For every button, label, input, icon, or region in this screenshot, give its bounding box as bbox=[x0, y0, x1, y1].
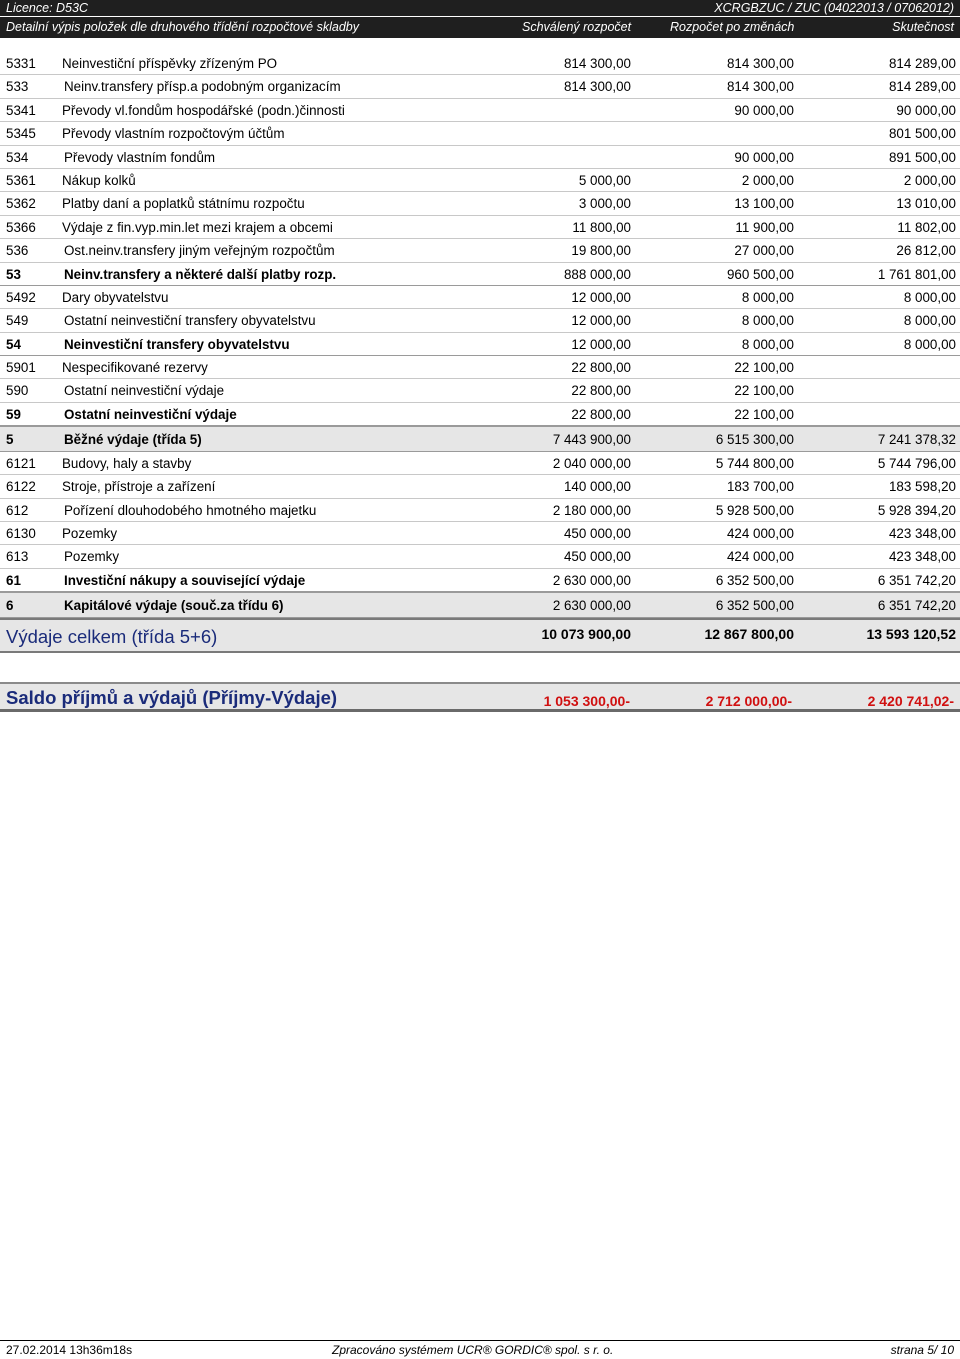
table-row bbox=[0, 239, 960, 262]
row-actual: 891 500,00 bbox=[888, 149, 956, 165]
row-after-changes: 22 100,00 bbox=[734, 406, 794, 422]
row-approved: 814 300,00 bbox=[563, 56, 631, 71]
row-name: Převody vlastním rozpočtovým účtům bbox=[62, 126, 285, 142]
row-name: Výdaje z fin.vyp.min.let mezi krajem a obcemi bbox=[62, 219, 333, 235]
row-name: Pozemky bbox=[62, 525, 118, 541]
row-after-changes: 27 000,00 bbox=[734, 243, 794, 259]
row-name: Pořízení dlouhodobého hmotného majetku bbox=[64, 502, 317, 518]
row-name: Neinv.transfery a některé další platby rozp. bbox=[64, 266, 337, 282]
row-actual: 8 000,00 bbox=[903, 336, 956, 352]
row-after-changes: 6 352 500,00 bbox=[715, 572, 794, 588]
row-approved: 11 800,00 bbox=[572, 219, 631, 235]
row-code: 5345 bbox=[6, 126, 36, 142]
row-code: 5341 bbox=[6, 102, 36, 118]
table-row bbox=[0, 426, 960, 452]
table-row bbox=[0, 263, 960, 286]
row-actual: 5 928 394,20 bbox=[877, 502, 956, 518]
table-row bbox=[0, 75, 960, 98]
saldo-approved: 1 053 300,00- bbox=[543, 693, 630, 709]
row-actual: 183 598,20 bbox=[888, 479, 956, 495]
row-actual: 1 761 801,00 bbox=[877, 266, 956, 282]
row-actual: 7 241 378,32 bbox=[877, 432, 956, 448]
table-row bbox=[0, 452, 960, 475]
footer-datetime: 27.02.2014 13h36m18s bbox=[6, 1343, 133, 1357]
row-name: Investiční nákupy a související výdaje bbox=[64, 572, 306, 588]
row-name: Ostatní neinvestiční transfery obyvatelstvu bbox=[64, 313, 316, 329]
table-row bbox=[0, 122, 960, 145]
column-header-after-changes: Rozpočet po změnách bbox=[670, 20, 795, 34]
row-name: Stroje, přístroje a zařízení bbox=[62, 479, 216, 495]
row-after-changes: 814 300,00 bbox=[726, 56, 794, 71]
total-approved: 10 073 900,00 bbox=[541, 625, 631, 642]
row-code: 5362 bbox=[6, 196, 36, 212]
row-code: 5901 bbox=[6, 360, 36, 376]
row-after-changes: 6 515 300,00 bbox=[715, 432, 794, 448]
table-row bbox=[0, 475, 960, 498]
row-after-changes: 183 700,00 bbox=[726, 479, 794, 495]
row-code: 536 bbox=[6, 243, 29, 259]
row-after-changes: 8 000,00 bbox=[741, 289, 794, 305]
row-code: 612 bbox=[6, 502, 29, 518]
row-name: Ost.neinv.transfery jiným veřejným rozpočtům bbox=[64, 243, 335, 259]
row-actual: 8 000,00 bbox=[903, 313, 956, 329]
row-approved: 12 000,00 bbox=[571, 336, 631, 352]
row-code: 5492 bbox=[6, 289, 36, 305]
footer-page-number: strana 5/ 10 bbox=[890, 1343, 954, 1357]
row-name: Ostatní neinvestiční výdaje bbox=[64, 406, 237, 422]
table-row bbox=[0, 333, 960, 356]
row-code: 6121 bbox=[6, 455, 36, 471]
row-approved: 814 300,00 bbox=[563, 79, 631, 95]
table-row bbox=[0, 356, 960, 379]
table-row bbox=[0, 522, 960, 545]
row-name: Pozemky bbox=[64, 549, 120, 565]
row-approved: 22 800,00 bbox=[571, 360, 631, 376]
row-actual: 5 744 796,00 bbox=[877, 455, 956, 471]
row-approved: 450 000,00 bbox=[563, 549, 631, 565]
row-code: 5361 bbox=[6, 172, 36, 188]
row-actual: 814 289,00 bbox=[888, 79, 956, 95]
row-after-changes: 8 000,00 bbox=[741, 336, 794, 352]
row-code: 613 bbox=[6, 549, 29, 565]
report-title: Detailní výpis položek dle druhového třídění rozpočtové skladby bbox=[6, 20, 359, 34]
row-code: 6 bbox=[6, 598, 14, 614]
row-name: Převody vlastním fondům bbox=[64, 149, 216, 165]
row-name: Ostatní neinvestiční výdaje bbox=[64, 383, 225, 399]
saldo-after-changes: 2 712 000,00- bbox=[705, 693, 792, 709]
table-row bbox=[0, 99, 960, 122]
table-row bbox=[0, 545, 960, 568]
row-approved: 7 443 900,00 bbox=[552, 432, 631, 448]
row-actual: 8 000,00 bbox=[903, 289, 956, 305]
budget-table bbox=[0, 52, 960, 653]
table-row bbox=[0, 216, 960, 239]
row-actual: 90 000,00 bbox=[896, 102, 956, 118]
table-row bbox=[0, 169, 960, 192]
row-approved: 3 000,00 bbox=[578, 196, 631, 212]
row-actual: 423 348,00 bbox=[888, 525, 956, 541]
row-code: 6130 bbox=[6, 525, 36, 541]
row-code: 54 bbox=[6, 336, 21, 352]
row-code: 590 bbox=[6, 383, 29, 399]
table-row bbox=[0, 379, 960, 402]
row-actual: 6 351 742,20 bbox=[877, 598, 956, 614]
total-actual: 13 593 120,52 bbox=[866, 625, 956, 642]
table-row bbox=[0, 52, 960, 75]
row-name: Budovy, haly a stavby bbox=[62, 455, 192, 471]
saldo-label: Saldo příjmů a výdajů (Příjmy-Výdaje) bbox=[6, 687, 338, 708]
row-code: 59 bbox=[6, 406, 21, 422]
row-approved: 22 800,00 bbox=[571, 406, 631, 422]
row-code: 5366 bbox=[6, 219, 36, 235]
table-row bbox=[0, 592, 960, 618]
row-name: Neinvestiční transfery obyvatelstvu bbox=[64, 336, 290, 352]
report-code: XCRGBZUC / ZUC (04022013 / 07062012) bbox=[714, 1, 954, 15]
row-name: Běžné výdaje (třída 5) bbox=[64, 432, 202, 448]
row-code: 61 bbox=[6, 572, 21, 588]
row-name: Dary obyvatelstvu bbox=[62, 289, 169, 305]
row-code: 5331 bbox=[6, 56, 36, 71]
row-after-changes: 2 000,00 bbox=[741, 172, 794, 188]
row-name: Nespecifikované rezervy bbox=[62, 360, 208, 376]
row-approved: 2 630 000,00 bbox=[552, 572, 631, 588]
row-code: 534 bbox=[6, 149, 29, 165]
column-header-actual: Skutečnost bbox=[892, 20, 954, 34]
row-actual: 11 802,00 bbox=[897, 219, 956, 235]
row-name: Převody vl.fondům hospodářské (podn.)činnosti bbox=[62, 102, 345, 118]
page-footer bbox=[0, 1340, 960, 1359]
row-actual: 26 812,00 bbox=[896, 243, 956, 259]
row-approved: 140 000,00 bbox=[563, 479, 631, 495]
row-after-changes: 13 100,00 bbox=[734, 196, 794, 212]
row-after-changes: 11 900,00 bbox=[735, 219, 794, 235]
row-approved: 888 000,00 bbox=[563, 266, 631, 282]
row-approved: 2 040 000,00 bbox=[552, 455, 631, 471]
row-actual: 801 500,00 bbox=[888, 126, 956, 142]
total-after-changes: 12 867 800,00 bbox=[704, 625, 794, 642]
row-after-changes: 960 500,00 bbox=[726, 266, 794, 282]
row-after-changes: 8 000,00 bbox=[741, 313, 794, 329]
table-row bbox=[0, 146, 960, 169]
total-label: Výdaje celkem (třída 5+6) bbox=[6, 625, 218, 647]
row-approved: 22 800,00 bbox=[571, 383, 631, 399]
row-after-changes: 22 100,00 bbox=[734, 360, 794, 376]
row-name: Kapitálové výdaje (souč.za třídu 6) bbox=[64, 598, 284, 614]
row-approved: 450 000,00 bbox=[563, 525, 631, 541]
row-after-changes: 90 000,00 bbox=[734, 102, 794, 118]
row-code: 6122 bbox=[6, 479, 36, 495]
row-code: 549 bbox=[6, 313, 29, 329]
saldo-row bbox=[0, 682, 960, 712]
row-actual: 423 348,00 bbox=[888, 549, 956, 565]
row-name: Platby daní a poplatků státnímu rozpočtu bbox=[62, 196, 305, 212]
row-approved: 12 000,00 bbox=[571, 313, 631, 329]
table-row bbox=[0, 499, 960, 522]
row-name: Neinv.transfery přísp.a podobným organizacím bbox=[64, 79, 341, 95]
row-approved: 19 800,00 bbox=[571, 243, 631, 259]
row-approved: 2 630 000,00 bbox=[552, 598, 631, 614]
row-actual: 13 010,00 bbox=[896, 196, 956, 212]
license-label: Licence: D53C bbox=[6, 1, 88, 15]
row-actual: 814 289,00 bbox=[888, 56, 956, 71]
row-after-changes: 5 928 500,00 bbox=[715, 502, 794, 518]
total-expenditure-row bbox=[0, 618, 960, 653]
row-approved: 5 000,00 bbox=[578, 172, 631, 188]
table-row bbox=[0, 192, 960, 215]
row-code: 5 bbox=[6, 432, 14, 448]
table-row bbox=[0, 286, 960, 309]
row-code: 53 bbox=[6, 266, 21, 282]
table-row bbox=[0, 569, 960, 592]
row-approved: 12 000,00 bbox=[571, 289, 631, 305]
report-header-top bbox=[0, 0, 960, 17]
row-after-changes: 814 300,00 bbox=[726, 79, 794, 95]
row-actual: 6 351 742,20 bbox=[877, 572, 956, 588]
row-after-changes: 424 000,00 bbox=[726, 525, 794, 541]
row-actual: 2 000,00 bbox=[903, 172, 956, 188]
row-after-changes: 424 000,00 bbox=[726, 549, 794, 565]
column-header-approved: Schválený rozpočet bbox=[522, 20, 632, 34]
row-code: 533 bbox=[6, 79, 29, 95]
report-header-columns bbox=[0, 17, 960, 38]
row-after-changes: 6 352 500,00 bbox=[715, 598, 794, 614]
row-after-changes: 90 000,00 bbox=[734, 149, 794, 165]
row-name: Neinvestiční příspěvky zřízeným PO bbox=[62, 56, 278, 71]
saldo-actual: 2 420 741,02- bbox=[867, 693, 954, 709]
row-approved: 2 180 000,00 bbox=[552, 502, 631, 518]
table-row bbox=[0, 403, 960, 426]
table-row bbox=[0, 309, 960, 332]
row-after-changes: 22 100,00 bbox=[734, 383, 794, 399]
row-after-changes: 5 744 800,00 bbox=[715, 455, 794, 471]
footer-system: Zpracováno systémem UCR® GORDIC® spol. s r. o. bbox=[332, 1343, 614, 1357]
row-name: Nákup kolků bbox=[62, 172, 136, 188]
